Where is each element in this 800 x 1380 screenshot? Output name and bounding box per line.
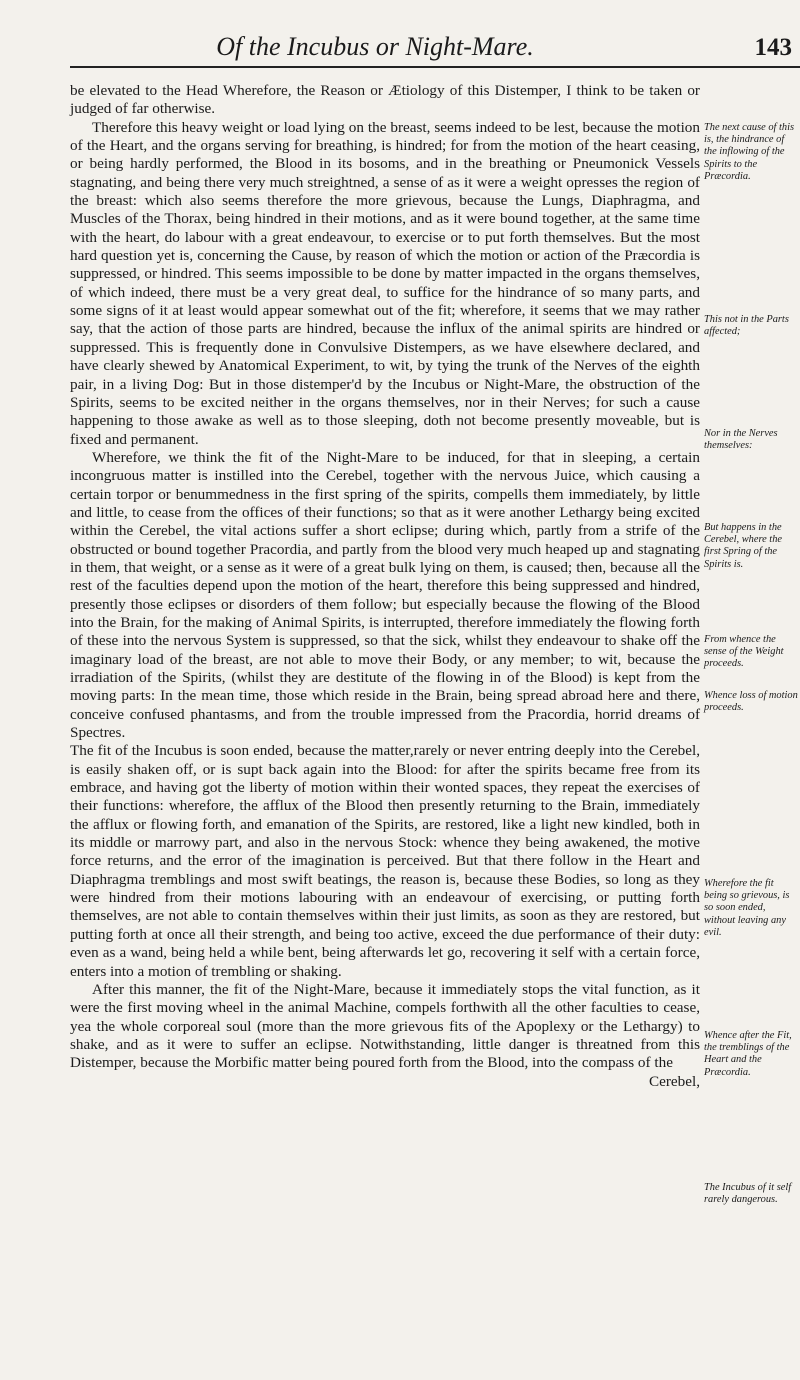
page-number: 143 — [754, 34, 792, 61]
margin-note-9: The Incubus of it self rarely dangerous. — [704, 1182, 792, 1206]
paragraph-1: be elevated to the Head Wherefore, the Reason or Ætiology of this Distemper, I think to be taken or judged of far otherwise. — [70, 82, 700, 118]
margin-note-2: This not in the Parts affected; — [704, 314, 789, 338]
page-header — [70, 22, 800, 72]
margin-note-7: Wherefore the fit being so grievous, is so soon ended, without leaving any evil. — [704, 878, 790, 938]
paragraph-4: The fit of the Incubus is soon ended, because the matter,rarely or never entring deeply into the Cerebel, is easily shaken off, or is supt back again into the Blood: for after the spirits became free from its embrace, and having got the liberty of motion within their wonted spaces, they repeat the exercises of their functions: wherefore, the afflux of the Blood then presently returning to the Brain, immediately the afflux or flowing forth, and emanation of the Spirits, are restored, like a light new kindled, both in its middle or marrowy part, and also in the nervous Stock: whence they being awakened, the motive force returns, and the error of the imagination is perceived. But that there follow in the Heart and Diaphragma tremblings and most swift beatings, the reason is, because these Bodies, so long as they were hindred from their motions labouring with an endeavour of exercising, or putting forth themselves, are not able to contain themselves within their just limits, as soon as they are restored, but putting forth at once all their strength, and being too active, exceed the due performance of their duty: even as a wand, being held a while bent, being afterwards let go, recovering it self with a certain force, enters into a motion of trembling or shaking. — [70, 742, 700, 980]
margin-note-5: From whence the sense of the Weight proceeds. — [704, 634, 784, 670]
main-text — [70, 82, 700, 1091]
margin-note-1: The next cause of this is, the hindrance of the inflowing of the Spirits to the Præcordia. — [704, 122, 795, 182]
margin-note-3: Nor in the Nerves themselves: — [704, 428, 778, 452]
paragraph-5: After this manner, the fit of the Night-Mare, because it immediately stops the vital function, as it were the first moving wheel in the animal Machine, compels forthwith all the other faculties to cease, yea the whole corporeal soul (more than the more grievous fits of the Apoplexy or the Lethargy) to shake, and as it were to suffer an eclipse. Notwithstanding, little danger is threatned from this Distemper, because the Morbific matter being poured forth from the Blood, into the compass of the — [70, 980, 700, 1072]
running-head: Of the Incubus or Night-Mare. — [216, 32, 534, 61]
header-rule — [70, 66, 800, 68]
catchword: Cerebel, — [648, 1072, 700, 1090]
margin-note-4: But happens in the Cerebel, where the first Spring of the Spirits is. — [704, 522, 783, 570]
paragraph-3: Wherefore, we think the fit of the Night-Mare to be induced, for that in sleeping, a certain incongruous matter is instilled into the Cerebel, together with the nervous Juice, which causing a certain torpor or benummedness in the first spring of the spirits, compells them immediately, by little and little, to cease from the offices of their functions; so that as it were another Lethargy being excited within the Cerebel, the vital actions suffer a short eclipse; during which, partly from a strife of the obstructed or bound together Pracordia, and partly from the blood very much heaped up and stagnating in them, that weight, or a sense as it were of a great bulk lying on them, is caused; then, because all the rest of the faculties depend upon the motion of the heart, therefore this being suppressed and hindred, presently those eclipses or disorders of them follow; but especially because the flowing of the Blood into the Brain, for the making of Animal Spirits, is interrupted, therefore immediately the flowing forth of these into the nervous System is suppressed, so that the sick, whilst they endeavour to shake off the imaginary load of the breast, are not able to move their Body, or any member; to wit, because the irradiation of the Spirits, (whilst they are destitute of the flowing in of the Blood) is kept from the moving parts: In the mean time, those which reside in the Brain, being spread abroad here and there, conceive confused phantasms, and from the trouble impressed from the Pracordia, horrid dreams of Spectres. — [70, 448, 700, 742]
margin-note-8: Whence after the Fit, the tremblings of the Heart and the Præcordia. — [704, 1030, 792, 1078]
paragraph-2: Therefore this heavy weight or load lying on the breast, seems indeed to be lest, because the motion of the Heart, and the organs serving for breathing, is hindred; for from the motion of the heart ceasing, or being hardly performed, the Blood in its bosoms, and in the breathing or Pneumonick Vessels stagnating, and being there very much streightned, a sense of as it were a weight opresses the region of the breast: which also seems therefore the more grievous, because the Lungs, Diaphragma, and Muscles of the Thorax, being hindred in their motions, and as it were bound together, at the same time with the heart, do labour with a great endeavour, to exercise or to put forth themselves. But the most hard question yet is, concerning the Cause, by reason of which the motion or action of the Præcordia is suppressed, or hindred. This seems impossible to be done by matter impacted in the organs themselves, of which indeed, there must be a very great deal, to suffice for the hindrance of so many parts, and some signs of it at least would appear somewhat out of the fit; wherefore, it seems that we may rather say, that the action of those parts are hindred, because the influx of the animal spirits are hindred or suppressed. This is frequently done in Convulsive Distempers, as we have elsewhere declared, and have clearly shewed by Anatomical Experiment, to wit, by tying the trunk of the Nerves of the eighth pair, in a living Dog: But in those distemper'd by the Incubus or Night-Mare, the obstruction of the Spirits, seems to be excited neither in the organs themselves, nor in their Nerves; for such a cause happening to those awake as well as to those sleeping, doth not become presently moveable, but is fixed and permanent. — [70, 118, 700, 448]
margin-note-6: Whence loss of motion proceeds. — [704, 690, 798, 714]
